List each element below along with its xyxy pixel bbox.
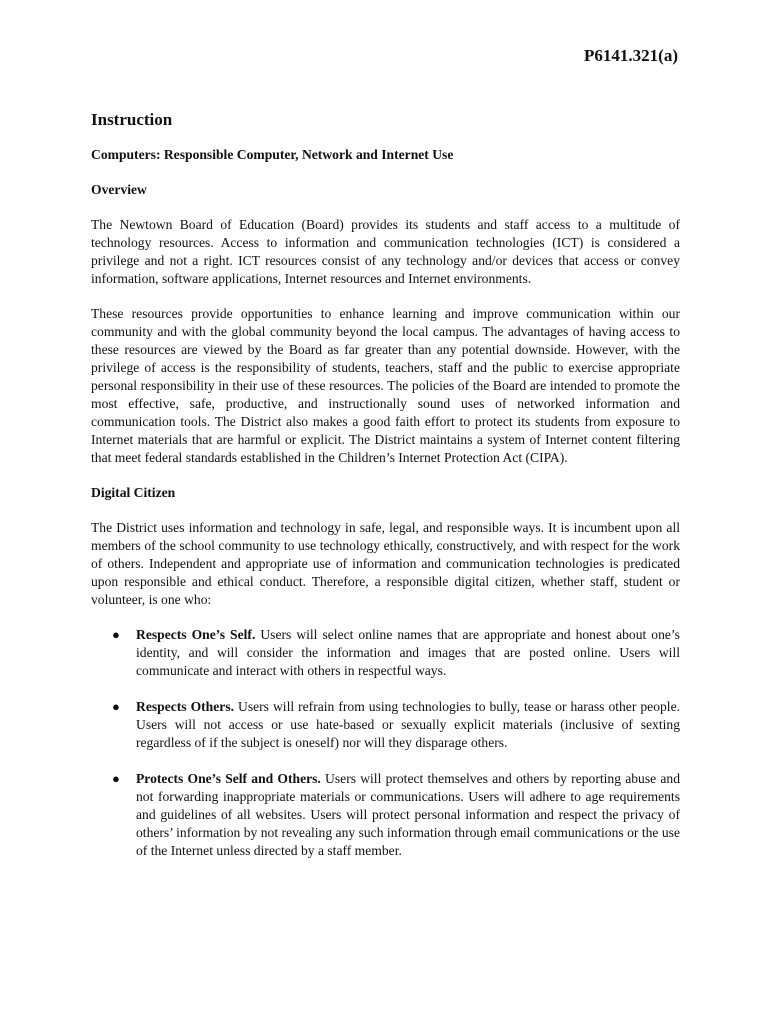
bullet-lead: Respects One’s Self.	[136, 627, 256, 642]
bullet-text: Users will refrain from using technologies to bully, tease or harass other people. Users will not access or use hate-based or sexually explicit materials (inclusive of sexting regardless of if the subject is oneself) nor will they disparage others.	[136, 699, 681, 750]
bullet-icon: ●	[112, 699, 120, 714]
digital-citizen-intro: The District uses information and technology in safe, legal, and responsible ways. It is incumbent upon all members of the school community to use technology ethically, constructively, and with respect for the work of others. Independent and appropriate use of information and communication technologies is predicated upon responsible and ethical conduct. Therefore, a responsible digital citizen, whether staff, student or volunteer, is one who:	[91, 520, 680, 607]
overview-paragraph-2: These resources provide opportunities to enhance learning and improve communication within our community and with the global community beyond the local campus. The advantages of having access to these resources are viewed by the Board as far greater than any potential downside. However, with the privilege of access is the responsibility of students, teachers, staff and the public to exercise appropriate personal responsibility in their use of these resources. The policies of the Board are intended to promote the most effective, safe, productive, and instructionally sound uses of networked information and communication tools. The District also makes a good faith effort to protect its students from exposure to Internet materials that are harmful or explicit. The District maintains a system of Internet content filtering that meet federal standards established in the Children’s Internet Protection Act (CIPA).	[91, 306, 680, 465]
list-item	[91, 698, 680, 752]
overview-paragraph-1: The Newtown Board of Education (Board) provides its students and staff access to a multitude of technology resources. Access to information and communication technologies (ICT) is considered a privilege and not a right. ICT resources consist of any technology and/or devices that access or convey information, software applications, Internet resources and Internet environments.	[91, 217, 680, 286]
bullet-text: Users will select online names that are appropriate and honest about one’s identity, and will consider the information and images that are posted online. Users will communicate and interact with others in respectful ways.	[136, 627, 680, 678]
bullet-lead: Protects One’s Self and Others.	[136, 771, 321, 786]
policy-code: P6141.321(a)	[584, 46, 678, 65]
bullet-text: Users will protect themselves and others by reporting abuse and not forwarding inappropriate materials or communications. Users will adhere to age requirements and guidelines of all websites. Users will protect personal information and respect the privacy of others’ information by not revealing any such information through email communications or the use of the Internet unless directed by a staff member.	[136, 771, 680, 858]
document-body	[91, 109, 680, 878]
bullet-icon: ●	[112, 627, 120, 642]
bullet-icon: ●	[112, 771, 120, 786]
section-title: Instruction	[91, 110, 173, 129]
overview-heading: Overview	[91, 182, 147, 197]
list-item	[91, 770, 680, 860]
digital-citizen-heading: Digital Citizen	[91, 485, 176, 500]
list-item	[91, 626, 680, 680]
bullet-lead: Respects Others.	[136, 699, 235, 714]
policy-subtitle: Computers: Responsible Computer, Network and Internet Use	[91, 147, 454, 162]
citizen-bullet-list	[91, 626, 680, 860]
